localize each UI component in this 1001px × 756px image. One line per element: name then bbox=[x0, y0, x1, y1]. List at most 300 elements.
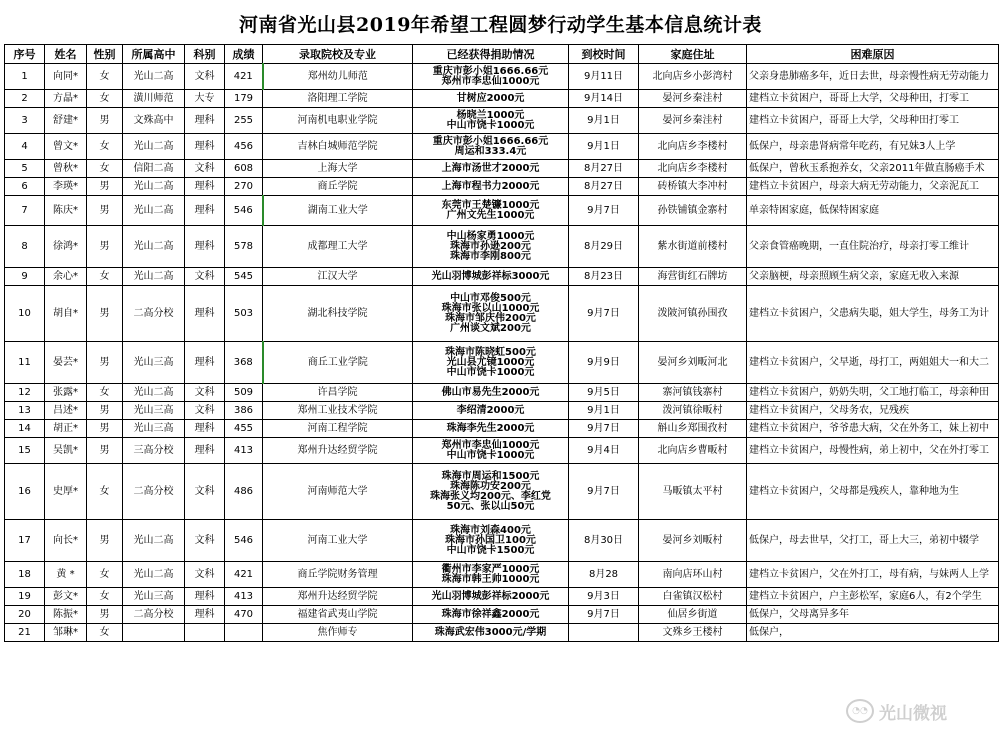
donation-line: 重庆市彭小姐1666.66元 bbox=[432, 135, 549, 147]
column-header: 姓名 bbox=[45, 45, 87, 64]
cell-college: 许昌学院 bbox=[263, 384, 413, 402]
cell-subject: 文科 bbox=[185, 160, 225, 178]
cell-gender: 女 bbox=[87, 588, 123, 606]
donation-line: 珠海张义均200元、李红党 bbox=[430, 490, 551, 502]
cell-address: 斛山乡郑围孜村 bbox=[639, 420, 747, 438]
cell-score: 270 bbox=[225, 178, 263, 196]
cell-college: 江汉大学 bbox=[263, 268, 413, 286]
cell-gender: 男 bbox=[87, 108, 123, 134]
table-body bbox=[5, 64, 999, 642]
column-header: 所属高中 bbox=[123, 45, 185, 64]
cell-arrival: 9月5日 bbox=[569, 384, 639, 402]
donation-line: 光山羽博城彭祥标2000元 bbox=[431, 590, 550, 602]
cell-subject: 文科 bbox=[185, 520, 225, 562]
cell-reason: 建档立卡贫困户，父母都是残疾人，靠种地为生 bbox=[747, 464, 999, 520]
donation-line: 光山羽博城彭祥标3000元 bbox=[431, 270, 550, 282]
cell-school: 二高分校 bbox=[123, 286, 185, 342]
watermark bbox=[846, 696, 998, 726]
table-row bbox=[5, 420, 999, 438]
cell-donations bbox=[413, 520, 569, 562]
cell-gender: 女 bbox=[87, 90, 123, 108]
cell-reason: 低保户， bbox=[747, 624, 999, 642]
cell-arrival: 9月9日 bbox=[569, 342, 639, 384]
cell-subject: 文科 bbox=[185, 268, 225, 286]
cell-address: 孙铁铺镇金寨村 bbox=[639, 196, 747, 226]
cell-subject: 文科 bbox=[185, 384, 225, 402]
cell-college: 河南工业大学 bbox=[263, 520, 413, 562]
cell-no: 9 bbox=[5, 268, 45, 286]
donation-line: 重庆市彭小姐1666.66元 bbox=[432, 65, 549, 77]
cell-gender: 男 bbox=[87, 342, 123, 384]
table-row bbox=[5, 226, 999, 268]
cell-subject: 理科 bbox=[185, 178, 225, 196]
column-header: 科别 bbox=[185, 45, 225, 64]
cell-subject: 文科 bbox=[185, 64, 225, 90]
cell-school: 光山二高 bbox=[123, 64, 185, 90]
donation-line: 珠海市张以山1000元 bbox=[441, 302, 540, 314]
donation-line: 东莞市王楚镰1000元 bbox=[441, 199, 540, 211]
cell-school: 光山二高 bbox=[123, 520, 185, 562]
cell-college: 福建省武夷山学院 bbox=[263, 606, 413, 624]
cell-reason: 建档立卡贫困户，父在外打工，母有病，与妹两人上学 bbox=[747, 562, 999, 588]
cell-donations bbox=[413, 342, 569, 384]
donation-line: 广州谈文斌200元 bbox=[450, 322, 531, 334]
table-row bbox=[5, 268, 999, 286]
cell-school: 潢川师范 bbox=[123, 90, 185, 108]
cell-address: 北向店乡李楼村 bbox=[639, 160, 747, 178]
column-header: 到校时间 bbox=[569, 45, 639, 64]
cell-donations bbox=[413, 108, 569, 134]
cell-donations bbox=[413, 286, 569, 342]
donation-line: 周运和333.4元 bbox=[454, 145, 527, 157]
cell-score: 456 bbox=[225, 134, 263, 160]
cell-school: 光山二高 bbox=[123, 196, 185, 226]
cell-gender: 女 bbox=[87, 384, 123, 402]
cell-no: 14 bbox=[5, 420, 45, 438]
cell-arrival: 8月28 bbox=[569, 562, 639, 588]
cell-donations bbox=[413, 606, 569, 624]
cell-score: 486 bbox=[225, 464, 263, 520]
donation-line: 衢州市李家严1000元 bbox=[441, 563, 540, 575]
cell-arrival: 8月27日 bbox=[569, 178, 639, 196]
cell-name: 向同* bbox=[45, 64, 87, 90]
cell-college: 郑州升达经贸学院 bbox=[263, 588, 413, 606]
cell-school: 光山二高 bbox=[123, 384, 185, 402]
cell-address: 晏河乡秦洼村 bbox=[639, 108, 747, 134]
donation-line: 中山市邓俊500元 bbox=[450, 292, 531, 304]
cell-reason: 低保户，母去世早，父打工，哥上大三，弟初中辍学 bbox=[747, 520, 999, 562]
donation-line: 中山市饶卡1000元 bbox=[446, 119, 535, 131]
cell-gender: 女 bbox=[87, 160, 123, 178]
cell-reason: 低保户，父母离异多年 bbox=[747, 606, 999, 624]
cell-subject: 文科 bbox=[185, 464, 225, 520]
column-header: 成绩 bbox=[225, 45, 263, 64]
cell-no: 13 bbox=[5, 402, 45, 420]
cell-donations bbox=[413, 178, 569, 196]
cell-name: 余心* bbox=[45, 268, 87, 286]
cell-name: 舒建* bbox=[45, 108, 87, 134]
table-row bbox=[5, 134, 999, 160]
cell-score: 546 bbox=[225, 196, 263, 226]
cell-gender: 男 bbox=[87, 402, 123, 420]
cell-school: 光山二高 bbox=[123, 134, 185, 160]
cell-reason: 父亲身患肺癌多年，近日去世，母亲慢性病无劳动能力 bbox=[747, 64, 999, 90]
cell-subject: 理科 bbox=[185, 226, 225, 268]
cell-school: 光山三高 bbox=[123, 420, 185, 438]
cell-arrival: 8月23日 bbox=[569, 268, 639, 286]
donation-line: 珠海市徐祥鑫2000元 bbox=[441, 608, 540, 620]
cell-gender: 男 bbox=[87, 606, 123, 624]
cell-subject bbox=[185, 624, 225, 642]
cell-name: 彭文* bbox=[45, 588, 87, 606]
table-row bbox=[5, 402, 999, 420]
donation-line: 珠海市孙国卫100元 bbox=[445, 534, 536, 546]
cell-address: 仙居乡街道 bbox=[639, 606, 747, 624]
donation-line: 珠海市周运和1500元 bbox=[441, 470, 540, 482]
donation-line: 珠海李先生2000元 bbox=[446, 422, 535, 434]
cell-arrival: 9月7日 bbox=[569, 286, 639, 342]
cell-school: 光山二高 bbox=[123, 178, 185, 196]
cell-college: 成都理工大学 bbox=[263, 226, 413, 268]
table-row bbox=[5, 286, 999, 342]
column-header: 已经获得捐助情况 bbox=[413, 45, 569, 64]
cell-gender: 女 bbox=[87, 268, 123, 286]
cell-no: 11 bbox=[5, 342, 45, 384]
cell-address: 寨河镇钱寨村 bbox=[639, 384, 747, 402]
cell-name: 陈庆* bbox=[45, 196, 87, 226]
cell-reason: 建档立卡贫困户，哥哥上大学，父母种田打零工 bbox=[747, 108, 999, 134]
cell-name: 胡自* bbox=[45, 286, 87, 342]
header-row bbox=[5, 45, 999, 64]
cell-reason: 低保户，曾秋玉系抱养女，父亲2011年做直肠癌手术 bbox=[747, 160, 999, 178]
cell-school: 三高分校 bbox=[123, 438, 185, 464]
cell-subject: 大专 bbox=[185, 90, 225, 108]
cell-no: 7 bbox=[5, 196, 45, 226]
cell-school: 光山三高 bbox=[123, 402, 185, 420]
donation-line: 中山市饶卡1500元 bbox=[446, 544, 535, 556]
cell-donations bbox=[413, 438, 569, 464]
cell-gender: 男 bbox=[87, 438, 123, 464]
cell-donations bbox=[413, 464, 569, 520]
cell-score: 470 bbox=[225, 606, 263, 624]
cell-address: 白雀镇汉松村 bbox=[639, 588, 747, 606]
cell-address: 紫水街道前楼村 bbox=[639, 226, 747, 268]
cell-address: 北向店乡曹畈村 bbox=[639, 438, 747, 464]
cell-reason: 建档立卡贫困户，哥哥上大学，父母种田，打零工 bbox=[747, 90, 999, 108]
column-header: 困难原因 bbox=[747, 45, 999, 64]
cell-subject: 理科 bbox=[185, 588, 225, 606]
cell-score: 578 bbox=[225, 226, 263, 268]
cell-college: 湖南工业大学 bbox=[263, 196, 413, 226]
donation-line: 珠海陈功安200元 bbox=[450, 480, 531, 492]
cell-arrival: 9月11日 bbox=[569, 64, 639, 90]
cell-arrival: 8月27日 bbox=[569, 160, 639, 178]
cell-no: 16 bbox=[5, 464, 45, 520]
cell-school: 光山二高 bbox=[123, 268, 185, 286]
donation-line: 50元、张以山50元 bbox=[446, 500, 535, 512]
table-row bbox=[5, 588, 999, 606]
cell-reason: 单亲特困家庭，低保特困家庭 bbox=[747, 196, 999, 226]
cell-address: 泼河镇徐畈村 bbox=[639, 402, 747, 420]
cell-arrival: 9月1日 bbox=[569, 108, 639, 134]
cell-gender: 男 bbox=[87, 286, 123, 342]
cell-school: 光山三高 bbox=[123, 342, 185, 384]
cell-no: 10 bbox=[5, 286, 45, 342]
cell-subject: 理科 bbox=[185, 342, 225, 384]
cell-reason: 建档立卡贫困户，母亲大病无劳动能力，父亲泥瓦工 bbox=[747, 178, 999, 196]
cell-score: 255 bbox=[225, 108, 263, 134]
donation-line: 郑州市李忠仙1000元 bbox=[441, 439, 540, 451]
watermark-text: 光山微视 bbox=[879, 703, 947, 724]
table-row bbox=[5, 562, 999, 588]
table-row bbox=[5, 196, 999, 226]
page-title: 河南省光山县2019年希望工程圆梦行动学生基本信息统计表 bbox=[239, 13, 762, 36]
cell-name: 吕述* bbox=[45, 402, 87, 420]
cell-score: 503 bbox=[225, 286, 263, 342]
donation-line: 上海市程书力2000元 bbox=[441, 180, 540, 192]
cell-college: 郑州升达经贸学院 bbox=[263, 438, 413, 464]
donation-line: 珠海武宏伟3000元/学期 bbox=[434, 626, 547, 638]
cell-no: 21 bbox=[5, 624, 45, 642]
cell-gender: 男 bbox=[87, 226, 123, 268]
cell-subject: 理科 bbox=[185, 606, 225, 624]
table-row bbox=[5, 178, 999, 196]
cell-donations bbox=[413, 624, 569, 642]
donation-line: 中山市饶卡1000元 bbox=[446, 366, 535, 378]
cell-reason: 低保户，母亲患肾病常年吃药，有兄妹3人上学 bbox=[747, 134, 999, 160]
cell-college: 上海大学 bbox=[263, 160, 413, 178]
cell-donations bbox=[413, 420, 569, 438]
cell-arrival: 9月4日 bbox=[569, 438, 639, 464]
cell-name: 邹琳* bbox=[45, 624, 87, 642]
donation-line: 广州文先生1000元 bbox=[446, 209, 535, 221]
donation-line: 珠海市刘森400元 bbox=[450, 524, 531, 536]
cell-reason: 父亲食管癌晚期，一直住院治疗，母亲打零工维计 bbox=[747, 226, 999, 268]
donation-line: 珠海市邹庆伟200元 bbox=[445, 312, 536, 324]
cell-gender: 男 bbox=[87, 196, 123, 226]
cell-gender: 女 bbox=[87, 134, 123, 160]
cell-college: 吉林白城师范学院 bbox=[263, 134, 413, 160]
cell-name: 向长* bbox=[45, 520, 87, 562]
cell-address: 泼陂河镇孙围孜 bbox=[639, 286, 747, 342]
cell-no: 2 bbox=[5, 90, 45, 108]
table-row bbox=[5, 160, 999, 178]
cell-name: 晏芸* bbox=[45, 342, 87, 384]
cell-address: 晏河乡刘畈河北 bbox=[639, 342, 747, 384]
cell-score: 421 bbox=[225, 64, 263, 90]
cell-school: 信阳二高 bbox=[123, 160, 185, 178]
column-header: 录取院校及专业 bbox=[263, 45, 413, 64]
table-row bbox=[5, 108, 999, 134]
cell-no: 17 bbox=[5, 520, 45, 562]
cell-address: 北向店乡小彭湾村 bbox=[639, 64, 747, 90]
cell-name: 徐鸿* bbox=[45, 226, 87, 268]
donation-line: 上海市汤世才2000元 bbox=[441, 162, 540, 174]
cell-name: 黄 * bbox=[45, 562, 87, 588]
cell-gender: 男 bbox=[87, 178, 123, 196]
cell-donations bbox=[413, 384, 569, 402]
table-row bbox=[5, 90, 999, 108]
cell-name: 陈振* bbox=[45, 606, 87, 624]
donation-line: 中山市饶卡1000元 bbox=[446, 449, 535, 461]
cell-score: 546 bbox=[225, 520, 263, 562]
table-row bbox=[5, 438, 999, 464]
cell-subject: 理科 bbox=[185, 196, 225, 226]
cell-school: 光山二高 bbox=[123, 562, 185, 588]
cell-gender: 女 bbox=[87, 562, 123, 588]
table-row bbox=[5, 64, 999, 90]
donation-line: 佛山市易先生2000元 bbox=[441, 386, 540, 398]
cell-arrival: 9月7日 bbox=[569, 196, 639, 226]
cell-address: 砖桥镇大李冲村 bbox=[639, 178, 747, 196]
wechat-icon: ◔◔ bbox=[846, 699, 874, 723]
cell-gender: 女 bbox=[87, 64, 123, 90]
cell-arrival: 9月1日 bbox=[569, 134, 639, 160]
cell-donations bbox=[413, 226, 569, 268]
cell-reason: 建档立卡贫困户，父早逝，母打工，两姐姐大一和大二 bbox=[747, 342, 999, 384]
cell-no: 4 bbox=[5, 134, 45, 160]
cell-name: 曾秋* bbox=[45, 160, 87, 178]
cell-no: 12 bbox=[5, 384, 45, 402]
cell-score bbox=[225, 624, 263, 642]
cell-donations bbox=[413, 160, 569, 178]
cell-subject: 理科 bbox=[185, 134, 225, 160]
cell-arrival: 8月29日 bbox=[569, 226, 639, 268]
cell-reason: 建档立卡贫困户，户主彭松军，家庭6人，有2个学生 bbox=[747, 588, 999, 606]
cell-arrival bbox=[569, 624, 639, 642]
cell-arrival: 9月7日 bbox=[569, 606, 639, 624]
table-row bbox=[5, 520, 999, 562]
cell-name: 张露* bbox=[45, 384, 87, 402]
cell-subject: 文科 bbox=[185, 402, 225, 420]
table-row bbox=[5, 342, 999, 384]
cell-school: 二高分校 bbox=[123, 606, 185, 624]
cell-gender: 男 bbox=[87, 420, 123, 438]
cell-score: 455 bbox=[225, 420, 263, 438]
cell-college: 河南工程学院 bbox=[263, 420, 413, 438]
table-row bbox=[5, 606, 999, 624]
cell-school: 文殊高中 bbox=[123, 108, 185, 134]
column-header: 性别 bbox=[87, 45, 123, 64]
cell-name: 曾文* bbox=[45, 134, 87, 160]
cell-reason: 建档立卡贫困户，母慢性病，弟上初中，父在外打零工 bbox=[747, 438, 999, 464]
cell-address: 文殊乡王楼村 bbox=[639, 624, 747, 642]
cell-donations bbox=[413, 64, 569, 90]
donation-line: 郑州市李忠仙1000元 bbox=[441, 75, 540, 87]
cell-reason: 建档立卡贫困户，父患病失聪，姐大学生，母务工为计 bbox=[747, 286, 999, 342]
cell-no: 15 bbox=[5, 438, 45, 464]
cell-donations bbox=[413, 134, 569, 160]
cell-address: 海营街红石牌坊 bbox=[639, 268, 747, 286]
cell-name: 胡正* bbox=[45, 420, 87, 438]
table-row bbox=[5, 384, 999, 402]
cell-donations bbox=[413, 268, 569, 286]
cell-gender: 女 bbox=[87, 464, 123, 520]
cell-no: 3 bbox=[5, 108, 45, 134]
cell-no: 19 bbox=[5, 588, 45, 606]
cell-score: 413 bbox=[225, 438, 263, 464]
cell-school: 二高分校 bbox=[123, 464, 185, 520]
cell-score: 368 bbox=[225, 342, 263, 384]
cell-college: 商丘学院财务管理 bbox=[263, 562, 413, 588]
cell-score: 545 bbox=[225, 268, 263, 286]
column-header: 序号 bbox=[5, 45, 45, 64]
cell-arrival: 9月7日 bbox=[569, 420, 639, 438]
cell-address: 北向店乡李楼村 bbox=[639, 134, 747, 160]
cell-address: 马畈镇太平村 bbox=[639, 464, 747, 520]
cell-subject: 理科 bbox=[185, 438, 225, 464]
cell-subject: 理科 bbox=[185, 108, 225, 134]
cell-school: 光山三高 bbox=[123, 588, 185, 606]
cell-reason: 建档立卡贫困户，爷爷患大病，父在外务工，妹上初中 bbox=[747, 420, 999, 438]
cell-score: 421 bbox=[225, 562, 263, 588]
cell-name: 史厚* bbox=[45, 464, 87, 520]
donation-line: 杨晓兰1000元 bbox=[456, 109, 525, 121]
cell-college: 商丘学院 bbox=[263, 178, 413, 196]
donation-line: 光山县尤镜1000元 bbox=[446, 356, 535, 368]
column-header: 家庭住址 bbox=[639, 45, 747, 64]
cell-subject: 理科 bbox=[185, 420, 225, 438]
cell-donations bbox=[413, 90, 569, 108]
cell-reason: 建档立卡贫困户，奶奶失明，父工地打临工，母亲种田 bbox=[747, 384, 999, 402]
cell-college: 湖北科技学院 bbox=[263, 286, 413, 342]
cell-address: 晏河乡秦洼村 bbox=[639, 90, 747, 108]
cell-college: 郑州工业技术学院 bbox=[263, 402, 413, 420]
cell-donations bbox=[413, 588, 569, 606]
cell-donations bbox=[413, 402, 569, 420]
cell-address: 晏河乡刘畈村 bbox=[639, 520, 747, 562]
cell-college: 河南机电职业学院 bbox=[263, 108, 413, 134]
cell-score: 608 bbox=[225, 160, 263, 178]
cell-gender: 男 bbox=[87, 520, 123, 562]
cell-score: 179 bbox=[225, 90, 263, 108]
cell-arrival: 8月30日 bbox=[569, 520, 639, 562]
donation-line: 珠海市李刚800元 bbox=[450, 250, 531, 262]
cell-arrival: 9月3日 bbox=[569, 588, 639, 606]
cell-college: 商丘工业学院 bbox=[263, 342, 413, 384]
cell-no: 6 bbox=[5, 178, 45, 196]
cell-college: 焦作师专 bbox=[263, 624, 413, 642]
cell-name: 吴凯* bbox=[45, 438, 87, 464]
donation-line: 中山杨家勇1000元 bbox=[446, 230, 535, 242]
cell-college: 河南师范大学 bbox=[263, 464, 413, 520]
cell-college: 郑州幼儿师范 bbox=[263, 64, 413, 90]
cell-gender: 女 bbox=[87, 624, 123, 642]
cell-score: 509 bbox=[225, 384, 263, 402]
cell-arrival: 9月7日 bbox=[569, 464, 639, 520]
cell-reason: 父亲脑梗，母亲照顾生病父亲，家庭无收入来源 bbox=[747, 268, 999, 286]
cell-address: 南向店环山村 bbox=[639, 562, 747, 588]
cell-donations bbox=[413, 196, 569, 226]
cell-donations bbox=[413, 562, 569, 588]
cell-reason: 建档立卡贫困户，父母务农，兄残疾 bbox=[747, 402, 999, 420]
cell-no: 18 bbox=[5, 562, 45, 588]
cell-score: 386 bbox=[225, 402, 263, 420]
cell-arrival: 9月1日 bbox=[569, 402, 639, 420]
donation-line: 李绍清2000元 bbox=[456, 404, 525, 416]
cell-subject: 文科 bbox=[185, 562, 225, 588]
donation-line: 珠海市韩王帅1000元 bbox=[441, 573, 540, 585]
cell-arrival: 9月14日 bbox=[569, 90, 639, 108]
cell-school bbox=[123, 624, 185, 642]
donation-line: 珠海市孙逊200元 bbox=[450, 240, 531, 252]
cell-name: 李瑛* bbox=[45, 178, 87, 196]
cell-no: 20 bbox=[5, 606, 45, 624]
cell-score: 413 bbox=[225, 588, 263, 606]
cell-college: 洛阳理工学院 bbox=[263, 90, 413, 108]
cell-no: 8 bbox=[5, 226, 45, 268]
cell-name: 方晶* bbox=[45, 90, 87, 108]
